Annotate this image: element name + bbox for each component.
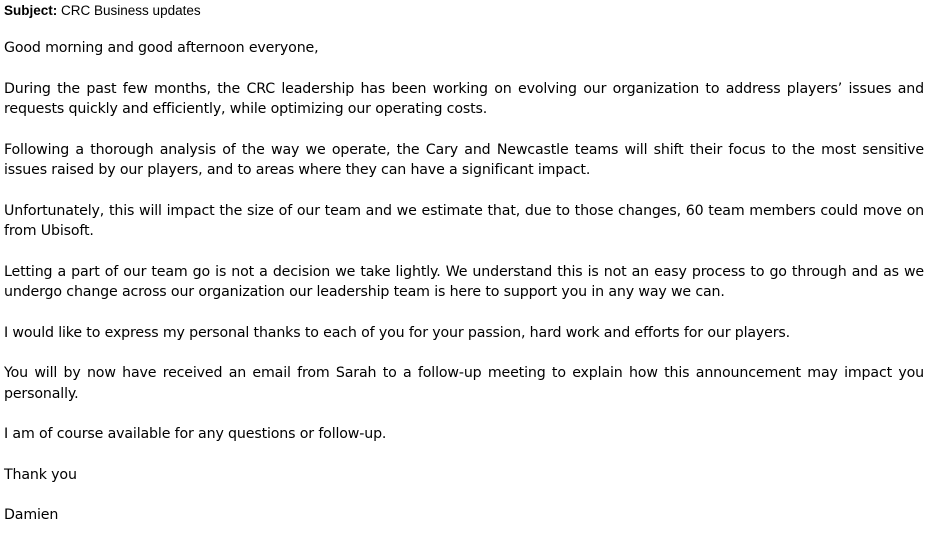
paragraph-follow-up-meeting: You will by now have received an email from Sarah to a follow-up meeting to explain how this announcement may impact you personally.	[4, 365, 924, 402]
paragraph-support: Letting a part of our team go is not a decision we take lightly. We understand this is not an easy process to go through and as we undergo change across our organization our leadership team is here to support you in any way we can.	[4, 263, 924, 300]
subject-label: Subject:	[4, 3, 58, 18]
email-body	[4, 38, 924, 546]
paragraph-team-focus-shift: Following a thorough analysis of the way we operate, the Cary and Newcastle teams will shift their focus to the most sensitive issues raised by our players, and to areas where they can have a significant impact.	[4, 141, 924, 178]
paragraph-leadership-update: During the past few months, the CRC leadership has been working on evolving our organization to address players’ issues and requests quickly and efficiently, while optimizing our operating costs.	[4, 80, 924, 117]
email-subject-line	[4, 2, 201, 19]
greeting: Good morning and good afternoon everyone,	[4, 40, 319, 56]
closing: Thank you	[4, 466, 77, 483]
paragraph-thanks: I would like to express my personal thanks to each of you for your passion, hard work and efforts for our players.	[4, 324, 791, 341]
signature: Damien	[4, 507, 59, 523]
subject-text: CRC Business updates	[61, 3, 201, 18]
paragraph-availability: I am of course available for any questions or follow-up.	[4, 426, 387, 442]
paragraph-team-impact: Unfortunately, this will impact the size of our team and we estimate that, due to those changes, 60 team members could move on from Ubisoft.	[4, 202, 924, 239]
